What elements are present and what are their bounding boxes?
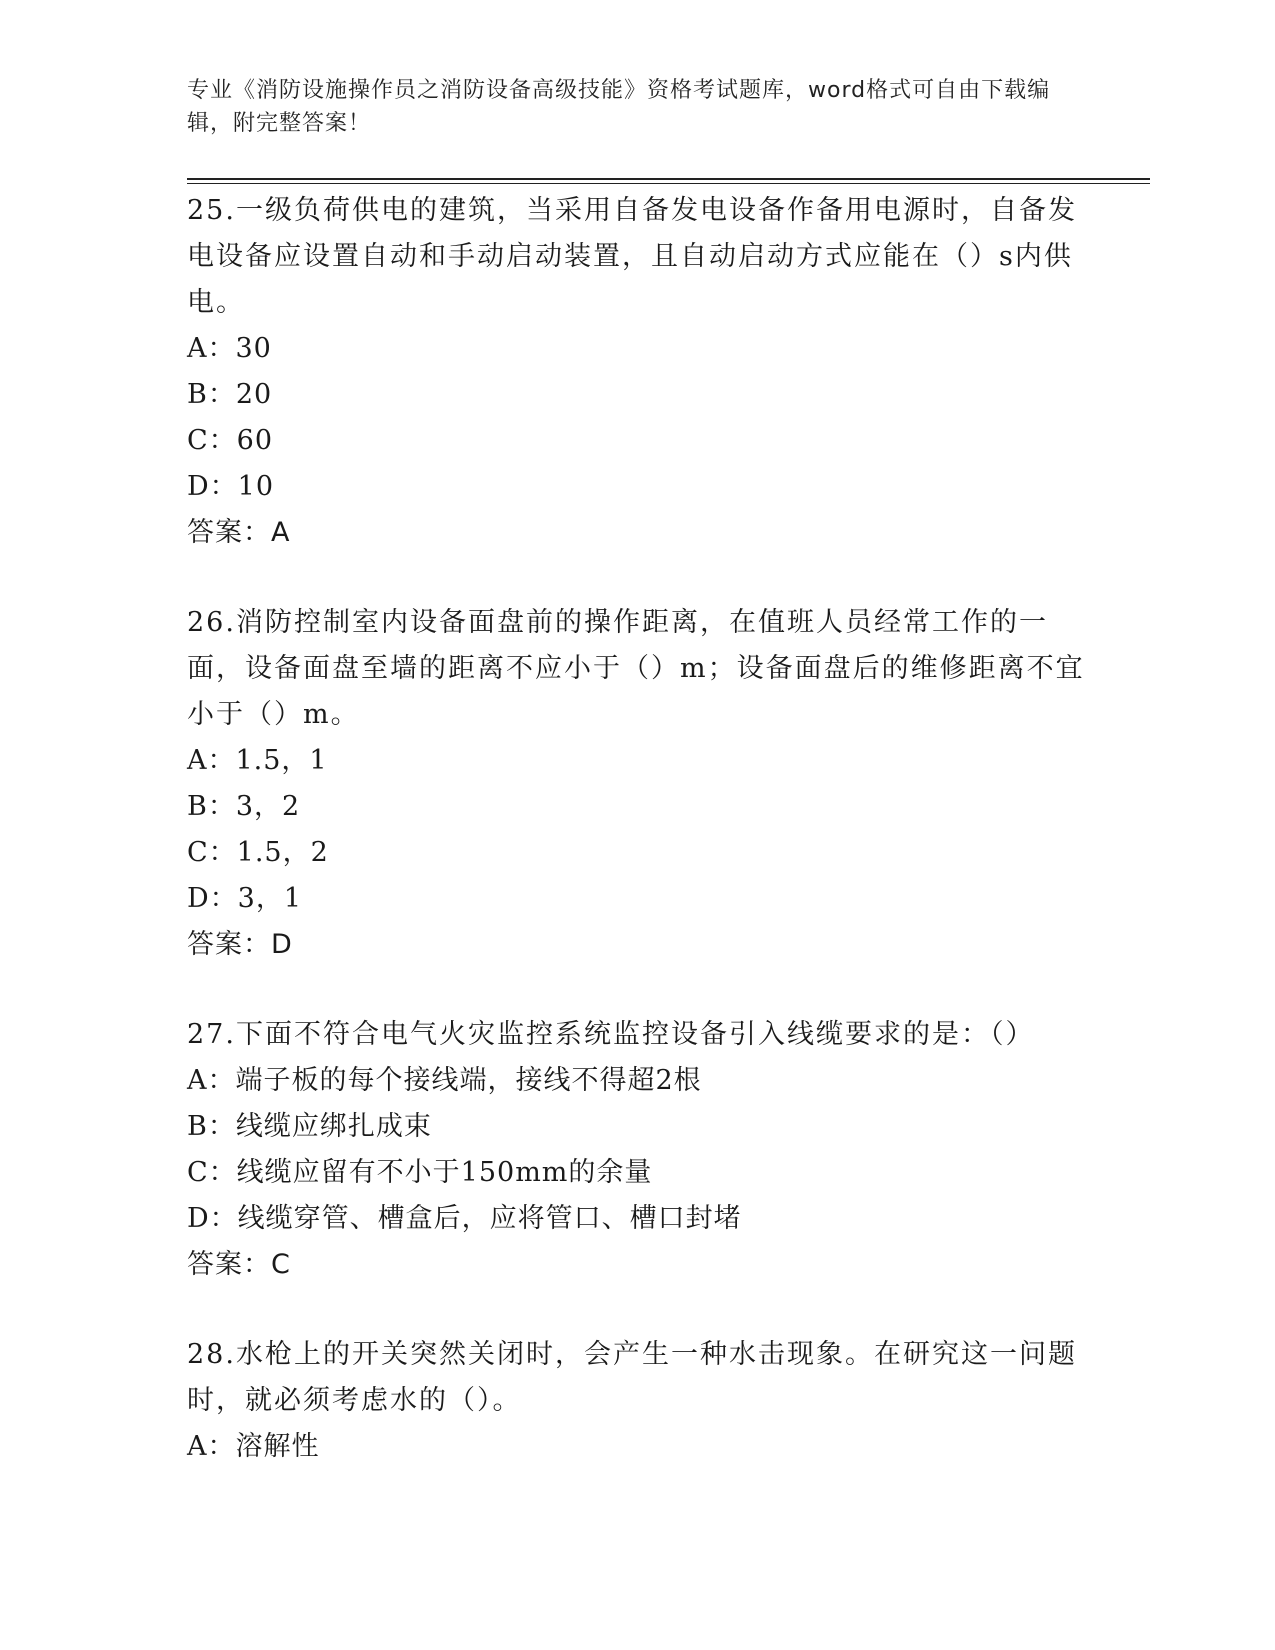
option-d: D：3，1 [187, 883, 303, 914]
option-d: D：10 [187, 471, 275, 502]
option-c: C：线缆应留有不小于150mm的余量 [187, 1157, 653, 1188]
option-d: D：线缆穿管、槽盒后，应将管口、槽口封堵 [187, 1203, 742, 1234]
question-list [187, 188, 1087, 1514]
question-27 [187, 1012, 1087, 1288]
option-a: A：端子板的每个接线端，接线不得超2根 [187, 1065, 702, 1096]
option-b: B：线缆应绑扎成束 [187, 1111, 432, 1142]
question-26 [187, 600, 1087, 968]
question-text: 26.消防控制室内设备面盘前的操作距离，在值班人员经常工作的一面，设备面盘至墙的距离不应小于（）m；设备面盘后的维修距离不宜小于（）m。 [187, 607, 1085, 730]
answer-line: 答案：D [187, 929, 293, 960]
document-header: 专业《消防设施操作员之消防设备高级技能》资格考试题库，word格式可自由下载编辑，附完整答案！ [187, 78, 1051, 136]
header-rule-thick [187, 178, 1150, 180]
answer-line: 答案：C [187, 1249, 291, 1280]
question-28 [187, 1332, 1087, 1470]
header-rule-thin [187, 183, 1150, 184]
option-a: A：1.5，1 [187, 745, 328, 776]
question-text: 25.一级负荷供电的建筑，当采用自备发电设备作备用电源时，自备发电设备应设置自动和手动启动装置，且自动启动方式应能在（）s内供电。 [187, 195, 1077, 318]
question-text: 28.水枪上的开关突然关闭时，会产生一种水击现象。在研究这一问题时，就必须考虑水的（）。 [187, 1339, 1077, 1416]
answer-line: 答案：A [187, 517, 291, 548]
option-a: A：30 [187, 333, 272, 364]
option-c: C：1.5，2 [187, 837, 329, 868]
option-a: A：溶解性 [187, 1431, 320, 1462]
option-b: B：3，2 [187, 791, 301, 822]
option-c: C：60 [187, 425, 274, 456]
question-text: 27.下面不符合电气火灾监控系统监控设备引入线缆要求的是：（） [187, 1019, 1035, 1050]
question-25 [187, 188, 1087, 556]
option-b: B：20 [187, 379, 273, 410]
